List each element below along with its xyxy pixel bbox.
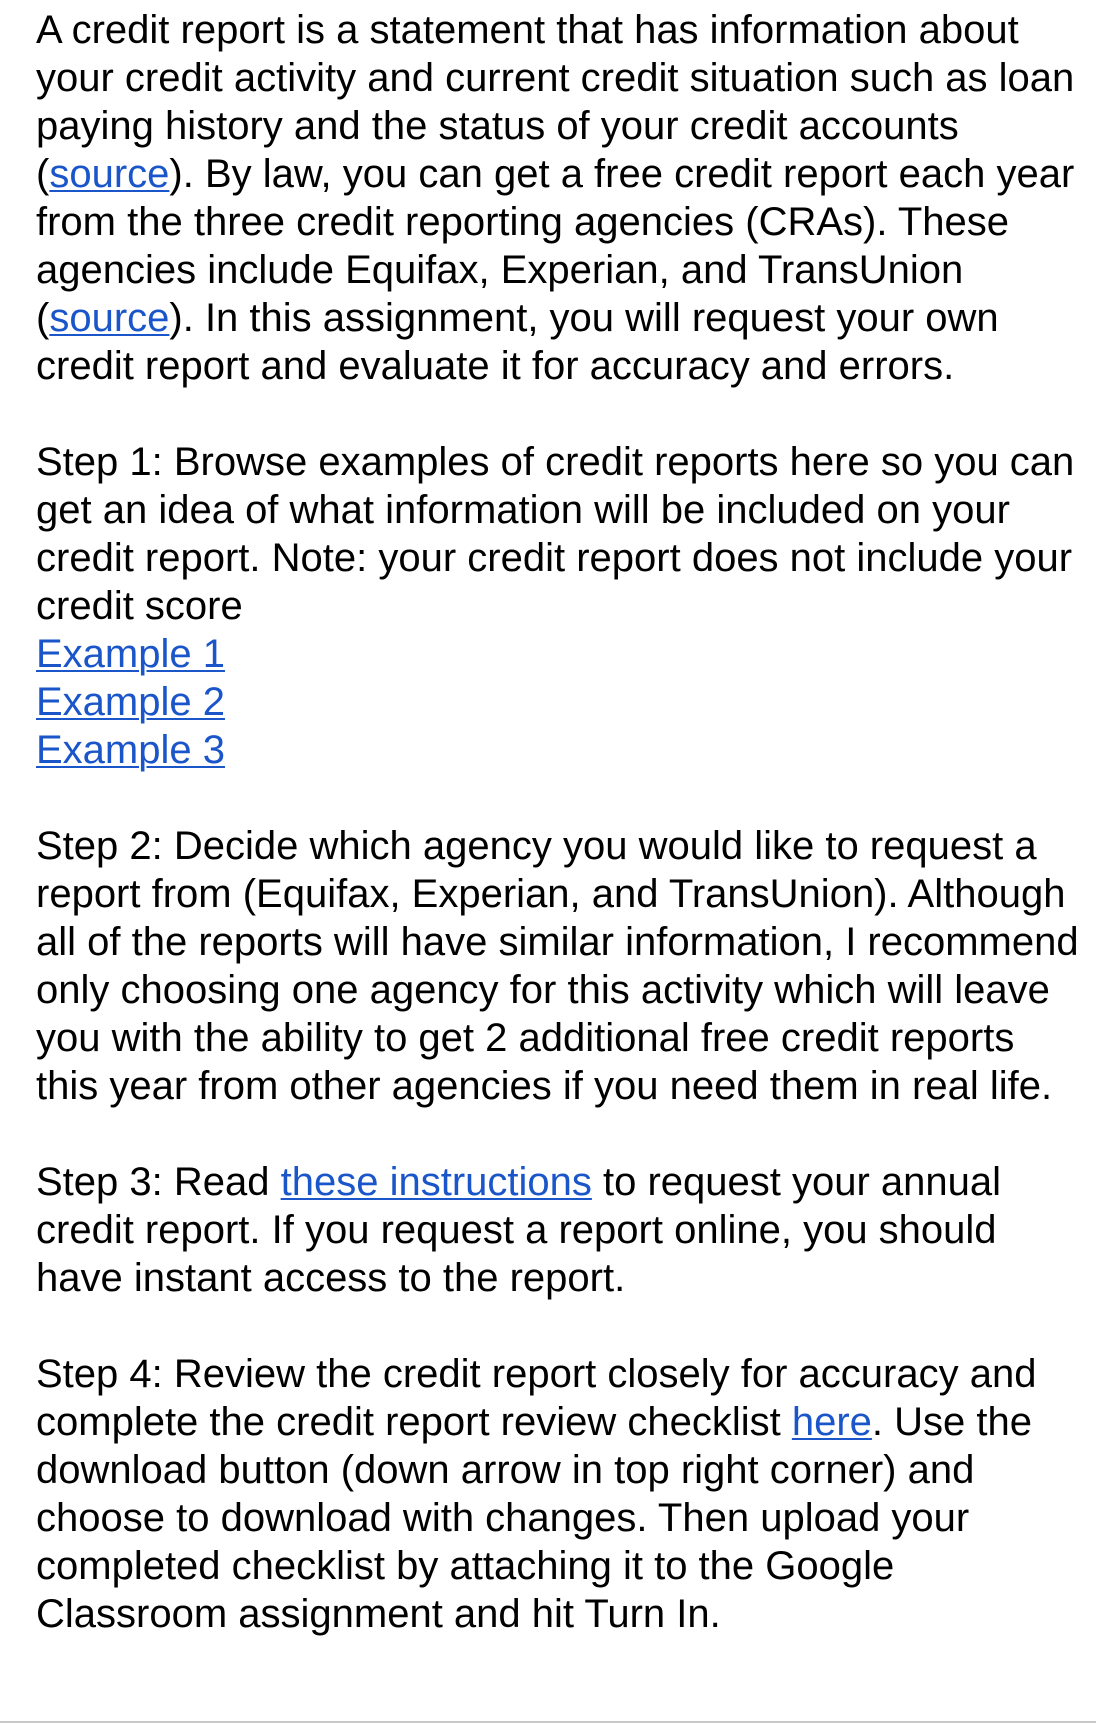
intro-text-2: ). By law, you can get a free credit report each year from the three credit reporting agencies (CRAs). These agencies include Equifax, Experian, and TransUnion ( [36,152,1075,340]
intro-text-1: A credit report is a statement that has information about your credit activity and current credit situation such as loan paying history and the status of your credit accounts ( [36,8,1075,196]
example-1-link[interactable]: Example 1 [36,632,225,676]
step1-text: Step 1: Browse examples of credit reports here so you can get an idea of what information will be included on your credit report. Note: your credit report does not include your credit score [36,440,1075,628]
step1-paragraph [36,438,1086,774]
example-2-link[interactable]: Example 2 [36,680,225,724]
intro-text-3: ). In this assignment, you will request your own credit report and evaluate it for accuracy and errors. [36,296,999,388]
checklist-here-link[interactable]: here [791,1400,872,1444]
step4-text-1: Step 4: Review the credit report closely for accuracy and complete the credit report review checklist [36,1352,1037,1444]
step3-text-2: to request your annual credit report. If you request a report online, you should have instant access to the report. [36,1160,1002,1300]
source-link-2[interactable]: source [49,296,170,340]
instructions-link[interactable]: these instructions [280,1160,592,1204]
intro-paragraph [36,6,1086,390]
step2-paragraph [36,822,1086,1110]
assignment-text [36,6,1086,1638]
step4-paragraph [36,1350,1086,1638]
step2-text: Step 2: Decide which agency you would like to request a report from (Equifax, Experian, and TransUnion). Although all of the reports will have similar information, I recommend only choosing one agency for this activity which will leave you with the ability to get 2 additional free credit reports this year from other agencies if you need them in real life. [36,824,1079,1108]
step4-text-2: . Use the download button (down arrow in top right corner) and choose to download with changes. Then upload your completed checklist by attaching it to the Google Classroom assignment and hit Turn In. [36,1400,1032,1636]
example-3-link[interactable]: Example 3 [36,728,225,772]
step3-paragraph [36,1158,1086,1302]
step3-text-1: Step 3: Read [36,1160,281,1204]
source-link-1[interactable]: source [49,152,170,196]
